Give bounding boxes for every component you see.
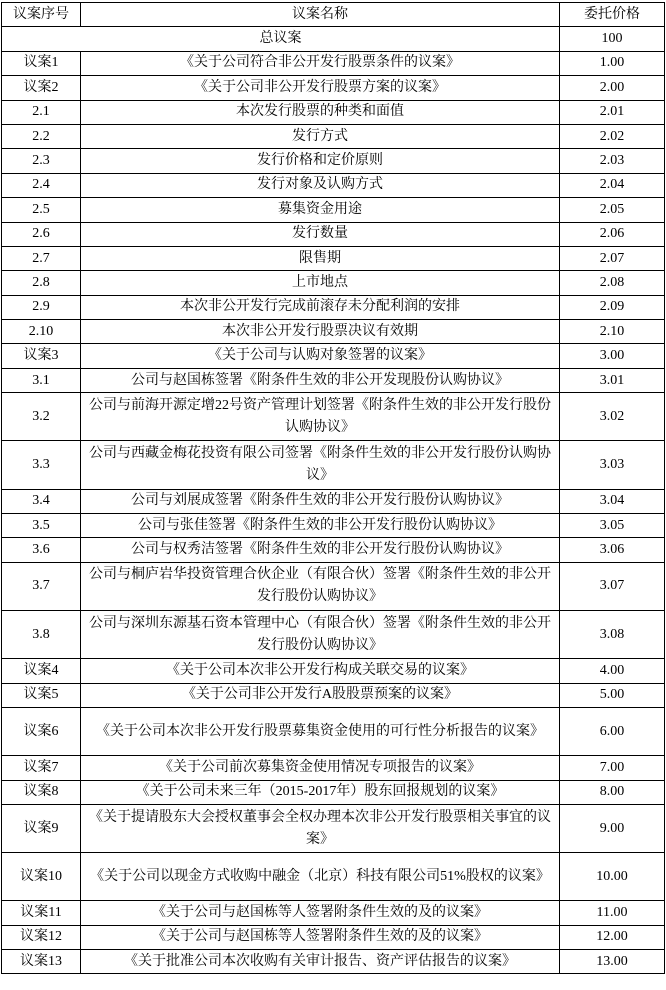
cell-price: 2.09: [560, 295, 665, 319]
cell-price: 2.05: [560, 198, 665, 222]
cell-name: 发行方式: [81, 124, 560, 148]
table-row: [2, 950, 665, 974]
cell-name: 《关于公司以现金方式收购中融金（北京）科技有限公司51%股权的议案》: [81, 853, 560, 901]
cell-no: 议案11: [2, 901, 81, 925]
table-row: [2, 246, 665, 270]
total-name: 总议案: [2, 27, 560, 51]
cell-no: 3.1: [2, 368, 81, 392]
cell-no: 3.4: [2, 489, 81, 513]
cell-price: 5.00: [560, 683, 665, 707]
cell-no: 3.6: [2, 538, 81, 562]
cell-name: 《关于提请股东大会授权董事会全权办理本次非公开发行股票相关事宜的议案》: [81, 804, 560, 852]
table-row: [2, 320, 665, 344]
table-row: [2, 683, 665, 707]
cell-price: 3.08: [560, 610, 665, 658]
cell-name: 公司与桐庐岩华投资管理合伙企业（有限合伙）签署《附条件生效的非公开发行股份认购协议》: [81, 562, 560, 610]
cell-no: 3.5: [2, 514, 81, 538]
cell-price: 11.00: [560, 901, 665, 925]
cell-price: 2.04: [560, 173, 665, 197]
cell-no: 2.3: [2, 149, 81, 173]
cell-name: 发行数量: [81, 222, 560, 246]
table-row: [2, 51, 665, 75]
table-row: [2, 514, 665, 538]
cell-name: 《关于批准公司本次收购有关审计报告、资产评估报告的议案》: [81, 950, 560, 974]
cell-no: 议案13: [2, 950, 81, 974]
cell-name: 《关于公司本次非公开发行股票募集资金使用的可行性分析报告的议案》: [81, 707, 560, 755]
table-row: [2, 659, 665, 683]
cell-no: 议案4: [2, 659, 81, 683]
cell-price: 3.01: [560, 368, 665, 392]
cell-price: 2.10: [560, 320, 665, 344]
table-row: [2, 538, 665, 562]
cell-no: 2.4: [2, 173, 81, 197]
cell-price: 12.00: [560, 925, 665, 949]
cell-no: 议案6: [2, 707, 81, 755]
cell-price: 6.00: [560, 707, 665, 755]
cell-name: 《关于公司非公开发行A股股票预案的议案》: [81, 683, 560, 707]
cell-price: 4.00: [560, 659, 665, 683]
cell-no: 议案5: [2, 683, 81, 707]
table-row: [2, 707, 665, 755]
cell-price: 7.00: [560, 756, 665, 780]
cell-name: 本次非公开发行完成前滚存未分配利润的安排: [81, 295, 560, 319]
table-row: [2, 901, 665, 925]
cell-no: 2.8: [2, 271, 81, 295]
table-row: [2, 149, 665, 173]
cell-no: 2.7: [2, 246, 81, 270]
cell-price: 2.01: [560, 100, 665, 124]
header-price: 委托价格: [560, 3, 665, 27]
table-row: [2, 489, 665, 513]
cell-price: 3.07: [560, 562, 665, 610]
table-row: [2, 853, 665, 901]
table-row: [2, 925, 665, 949]
cell-name: 公司与张佳签署《附条件生效的非公开发行股份认购协议》: [81, 514, 560, 538]
cell-name: 公司与赵国栋签署《附条件生效的非公开发现股份认购协议》: [81, 368, 560, 392]
cell-price: 3.02: [560, 393, 665, 441]
table-row: [2, 271, 665, 295]
cell-no: 议案9: [2, 804, 81, 852]
cell-name: 上市地点: [81, 271, 560, 295]
cell-no: 2.9: [2, 295, 81, 319]
cell-no: 3.8: [2, 610, 81, 658]
table-row: [2, 295, 665, 319]
header-row: [2, 3, 665, 27]
cell-no: 2.1: [2, 100, 81, 124]
cell-name: 募集资金用途: [81, 198, 560, 222]
cell-price: 8.00: [560, 780, 665, 804]
cell-name: 《关于公司与赵国栋等人签署附条件生效的及的议案》: [81, 901, 560, 925]
cell-price: 10.00: [560, 853, 665, 901]
cell-price: 1.00: [560, 51, 665, 75]
cell-no: 2.2: [2, 124, 81, 148]
cell-price: 3.04: [560, 489, 665, 513]
table-row: [2, 780, 665, 804]
table-row: [2, 804, 665, 852]
cell-price: 3.05: [560, 514, 665, 538]
cell-price: 2.02: [560, 124, 665, 148]
cell-price: 2.03: [560, 149, 665, 173]
cell-name: 《关于公司前次募集资金使用情况专项报告的议案》: [81, 756, 560, 780]
total-row: [2, 27, 665, 51]
cell-name: 发行对象及认购方式: [81, 173, 560, 197]
table-row: [2, 124, 665, 148]
proposal-price-table: [1, 2, 665, 974]
cell-no: 3.2: [2, 393, 81, 441]
table-row: [2, 222, 665, 246]
header-name: 议案名称: [81, 3, 560, 27]
cell-no: 议案7: [2, 756, 81, 780]
total-price: 100: [560, 27, 665, 51]
cell-name: 《关于公司非公开发行股票方案的议案》: [81, 76, 560, 100]
cell-no: 议案1: [2, 51, 81, 75]
cell-name: 公司与刘展成签署《附条件生效的非公开发行股份认购协议》: [81, 489, 560, 513]
cell-no: 3.3: [2, 441, 81, 489]
header-no: 议案序号: [2, 3, 81, 27]
table-row: [2, 756, 665, 780]
table-row: [2, 344, 665, 368]
cell-price: 3.06: [560, 538, 665, 562]
cell-no: 2.10: [2, 320, 81, 344]
cell-no: 议案8: [2, 780, 81, 804]
cell-name: 《关于公司与认购对象签署的议案》: [81, 344, 560, 368]
cell-name: 公司与权秀洁签署《附条件生效的非公开发行股份认购协议》: [81, 538, 560, 562]
cell-no: 3.7: [2, 562, 81, 610]
cell-price: 9.00: [560, 804, 665, 852]
cell-name: 发行价格和定价原则: [81, 149, 560, 173]
table-row: [2, 441, 665, 489]
cell-price: 13.00: [560, 950, 665, 974]
cell-name: 《关于公司与赵国栋等人签署附条件生效的及的议案》: [81, 925, 560, 949]
table-row: [2, 76, 665, 100]
cell-name: 公司与深圳东源基石资本管理中心（有限合伙）签署《附条件生效的非公开发行股份认购协议》: [81, 610, 560, 658]
table-row: [2, 173, 665, 197]
cell-name: 《关于公司未来三年（2015-2017年）股东回报规划的议案》: [81, 780, 560, 804]
table-row: [2, 610, 665, 658]
table-row: [2, 368, 665, 392]
cell-name: 《关于公司本次非公开发行构成关联交易的议案》: [81, 659, 560, 683]
cell-no: 议案10: [2, 853, 81, 901]
cell-price: 2.06: [560, 222, 665, 246]
cell-name: 公司与西藏金梅花投资有限公司签署《附条件生效的非公开发行股份认购协议》: [81, 441, 560, 489]
cell-no: 议案2: [2, 76, 81, 100]
cell-name: 公司与前海开源定增22号资产管理计划签署《附条件生效的非公开发行股份认购协议》: [81, 393, 560, 441]
table-row: [2, 562, 665, 610]
cell-no: 2.6: [2, 222, 81, 246]
cell-name: 限售期: [81, 246, 560, 270]
cell-no: 2.5: [2, 198, 81, 222]
cell-price: 3.03: [560, 441, 665, 489]
cell-price: 2.08: [560, 271, 665, 295]
cell-name: 《关于公司符合非公开发行股票条件的议案》: [81, 51, 560, 75]
cell-name: 本次非公开发行股票决议有效期: [81, 320, 560, 344]
cell-no: 议案3: [2, 344, 81, 368]
table-row: [2, 393, 665, 441]
table-row: [2, 100, 665, 124]
cell-price: 2.00: [560, 76, 665, 100]
cell-price: 3.00: [560, 344, 665, 368]
cell-no: 议案12: [2, 925, 81, 949]
cell-name: 本次发行股票的种类和面值: [81, 100, 560, 124]
table-row: [2, 198, 665, 222]
cell-price: 2.07: [560, 246, 665, 270]
